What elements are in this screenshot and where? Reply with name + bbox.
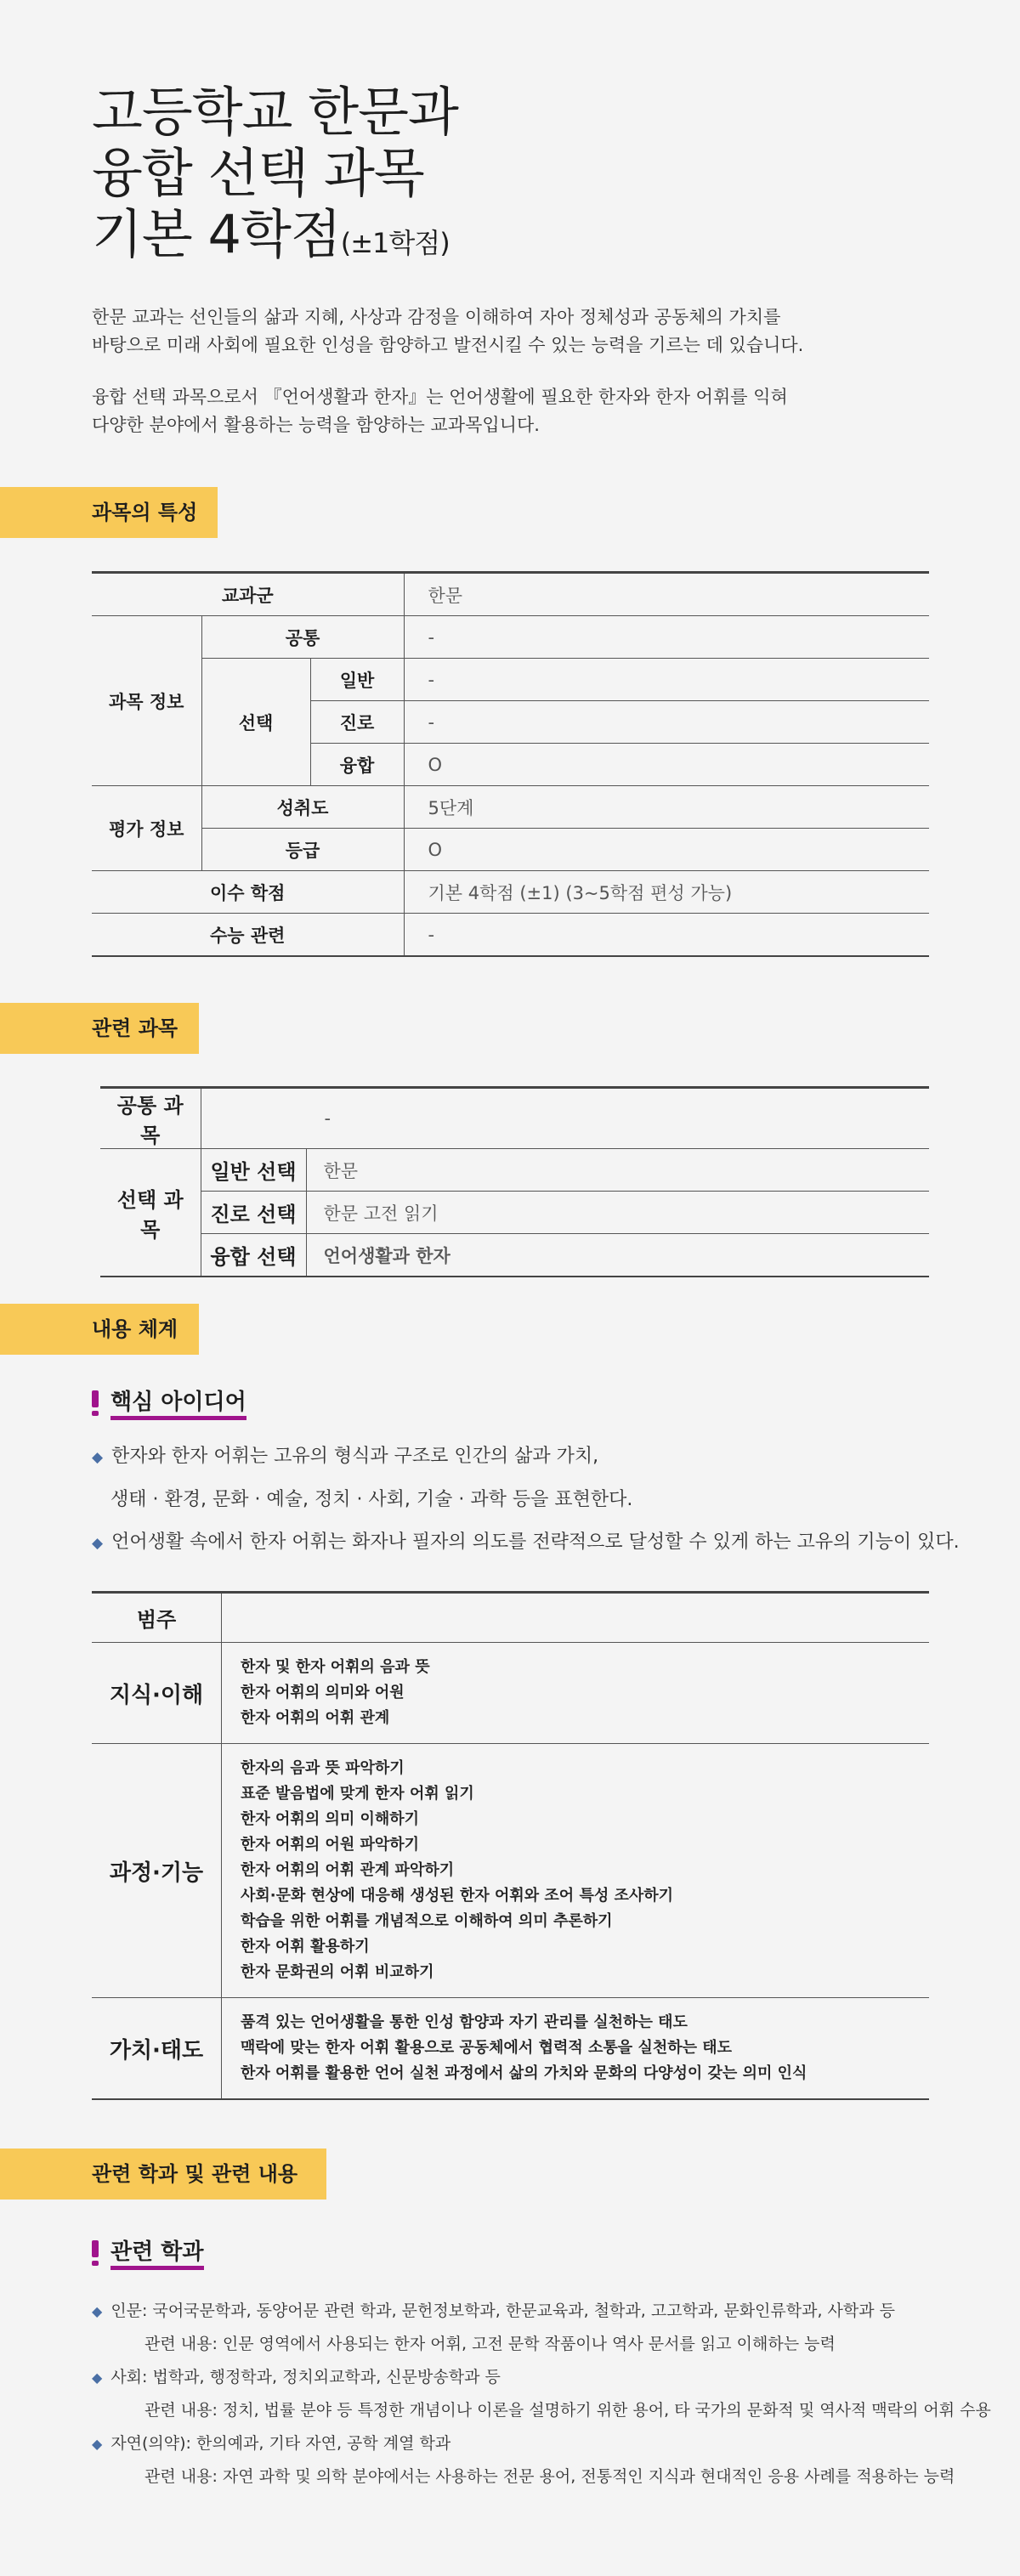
section-tag-related-departments: 관련 학과 및 관련 내용 (0, 2149, 326, 2200)
exclamation-icon (92, 1390, 99, 1416)
diamond-bullet-icon: ◆ (92, 1449, 104, 1466)
table-row: 융합 O (92, 744, 929, 786)
knowledge-items: 한자 및 한자 어휘의 음과 뜻 한자 어휘의 의미와 어원 한자 어휘의 어휘 관계 (222, 1643, 930, 1744)
list-item-continuation: 생태 · 환경, 문화 · 예술, 정치 · 사회, 기술 · 과학 등을 표현한다. (110, 1489, 633, 1510)
list-item: ◆ 한자와 한자 어휘는 고유의 형식과 구조로 인간의 삶과 가치, (92, 1446, 599, 1467)
related-content: 관련 내용: 정치, 법률 분야 등 특정한 개념이나 이론을 설명하기 위한 용어, 타 국가의 문화적 및 역사적 맥락의 어휘 수용 (144, 2401, 991, 2420)
diamond-bullet-icon: ◆ (92, 1535, 104, 1552)
list-item: ◆ 자연(의약): 한의예과, 기타 자연, 공학 계열 학과 (92, 2434, 451, 2453)
intro-text (92, 303, 942, 463)
list-item: ◆ 언어생활 속에서 한자 어휘는 화자나 필자의 의도를 전략적으로 달성할 수 있게 하는 고유의 기능이 있다. (92, 1531, 960, 1553)
related-content: 관련 내용: 자연 과학 및 의학 분야에서는 사용하는 전문 용어, 전통적인 지식과 현대적인 응용 사례를 적용하는 능력 (144, 2467, 955, 2486)
related-content: 관련 내용: 인문 영역에서 사용되는 한자 어휘, 고전 문학 작품이나 역사 문서를 읽고 이해하는 능력 (144, 2335, 836, 2353)
table-row: 과정·기능 한자의 음과 뜻 파악하기 표준 발음법에 맞게 한자 어휘 읽기 한자 어휘의 의미 이해하기 한자 어휘의 어원 파악하기 한자 어휘의 어휘 관계 파악하기 사회·문화 현상에 대응해 생성된 한자 어휘와 조어 특성 조사하기 학습을 위한 어휘를 개념적으로 이해하여 의미 추론하기 한자 어휘 활용하기 한자 문화권의 어휘 비교하기 (92, 1744, 929, 1998)
table-row: 선택 일반 - (92, 659, 929, 701)
table-row: 지식·이해 한자 및 한자 어휘의 음과 뜻 한자 어휘의 의미와 어원 한자 어휘의 어휘 관계 (92, 1643, 929, 1744)
diamond-bullet-icon: ◆ (92, 2436, 103, 2452)
table-row: 진로 선택 한문 고전 읽기 (100, 1192, 929, 1234)
table-row: 이수 학점 기본 4학점 (±1) (3~5학점 편성 가능) (92, 871, 929, 914)
table-row: 가치·태도 품격 있는 언어생활을 통한 인성 함양과 자기 관리를 실천하는 태도 맥락에 맞는 한자 어휘 활용으로 공동체에서 협력적 소통을 실천하는 태도 한자 어휘를 활용한 언어 실천 과정에서 삶의 가치와 문화의 다양성이 갖는 의미 인식 (92, 1998, 929, 2100)
section-tag-related-courses: 관련 과목 (0, 1003, 199, 1054)
table-row: 과목 정보 공통 - (92, 616, 929, 659)
section-tag-characteristics: 과목의 특성 (0, 487, 218, 538)
characteristics-table (92, 571, 929, 957)
table-row: 평가 정보 성취도 5단계 (92, 786, 929, 829)
intro-paragraph-1: 한문 교과는 선인들의 삶과 지혜, 사상과 감정을 이해하여 자아 정체성과 공동체의 가치를 바탕으로 미래 사회에 필요한 인성을 함양하고 발전시킬 수 있는 능력을 기르는 데 있습니다. (92, 307, 804, 355)
exclamation-icon (92, 2240, 99, 2266)
table-row: 범주 (92, 1593, 929, 1643)
core-idea-list (92, 1435, 960, 1565)
content-system-table (92, 1591, 929, 2100)
table-row: 교과군 한문 (92, 573, 929, 616)
table-row: 등급 O (92, 829, 929, 871)
intro-paragraph-2: 융합 선택 과목으로서 『언어생활과 한자』는 언어생활에 필요한 한자와 한자 어휘를 익혀 다양한 분야에서 활용하는 능력을 함양하는 교과목입니다. (92, 387, 788, 435)
core-idea-heading: 핵심 아이디어 (92, 1385, 246, 1419)
title-credits: 기본 4학점 (92, 203, 341, 265)
title-line-2: 융합 선택 과목 (92, 142, 424, 204)
section-tag-content-system: 내용 체계 (0, 1304, 199, 1355)
table-row: 공통 과목 - (100, 1088, 929, 1149)
table-row: 진로 - (92, 701, 929, 744)
table-row: 융합 선택 언어생활과 한자 (100, 1234, 929, 1277)
title-line-1: 고등학교 한문과 (92, 81, 458, 143)
value-items: 품격 있는 언어생활을 통한 인성 함양과 자기 관리를 실천하는 태도 맥락에 맞는 한자 어휘 활용으로 공동체에서 협력적 소통을 실천하는 태도 한자 어휘를 활용한 언어 실천 과정에서 삶의 가치와 문화의 다양성이 갖는 의미 인식 (222, 1998, 930, 2100)
table-row: 선택 과목 일반 선택 한문 (100, 1149, 929, 1192)
diamond-bullet-icon: ◆ (92, 2303, 103, 2319)
related-courses-table (100, 1086, 929, 1277)
diamond-bullet-icon: ◆ (92, 2369, 103, 2386)
departments-heading: 관련 학과 (92, 2235, 204, 2269)
list-item: ◆ 사회: 법학과, 행정학과, 정치외교학과, 신문방송학과 등 (92, 2368, 501, 2386)
departments-list (92, 2295, 1018, 2494)
process-items: 한자의 음과 뜻 파악하기 표준 발음법에 맞게 한자 어휘 읽기 한자 어휘의 의미 이해하기 한자 어휘의 어원 파악하기 한자 어휘의 어휘 관계 파악하기 사회·문화 현상에 대응해 생성된 한자 어휘와 조어 특성 조사하기 학습을 위한 어휘를 개념적으로 이해하여 의미 추론하기 한자 어휘 활용하기 한자 문화권의 어휘 비교하기 (222, 1744, 930, 1998)
page-title (92, 82, 458, 274)
list-item: ◆ 인문: 국어국문학과, 동양어문 관련 학과, 문헌정보학과, 한문교육과, 철학과, 고고학과, 문화인류학과, 사학과 등 (92, 2301, 896, 2320)
title-credits-range: (±1학점) (340, 227, 450, 259)
table-row: 수능 관련 - (92, 914, 929, 957)
title-line-3 (92, 204, 458, 274)
